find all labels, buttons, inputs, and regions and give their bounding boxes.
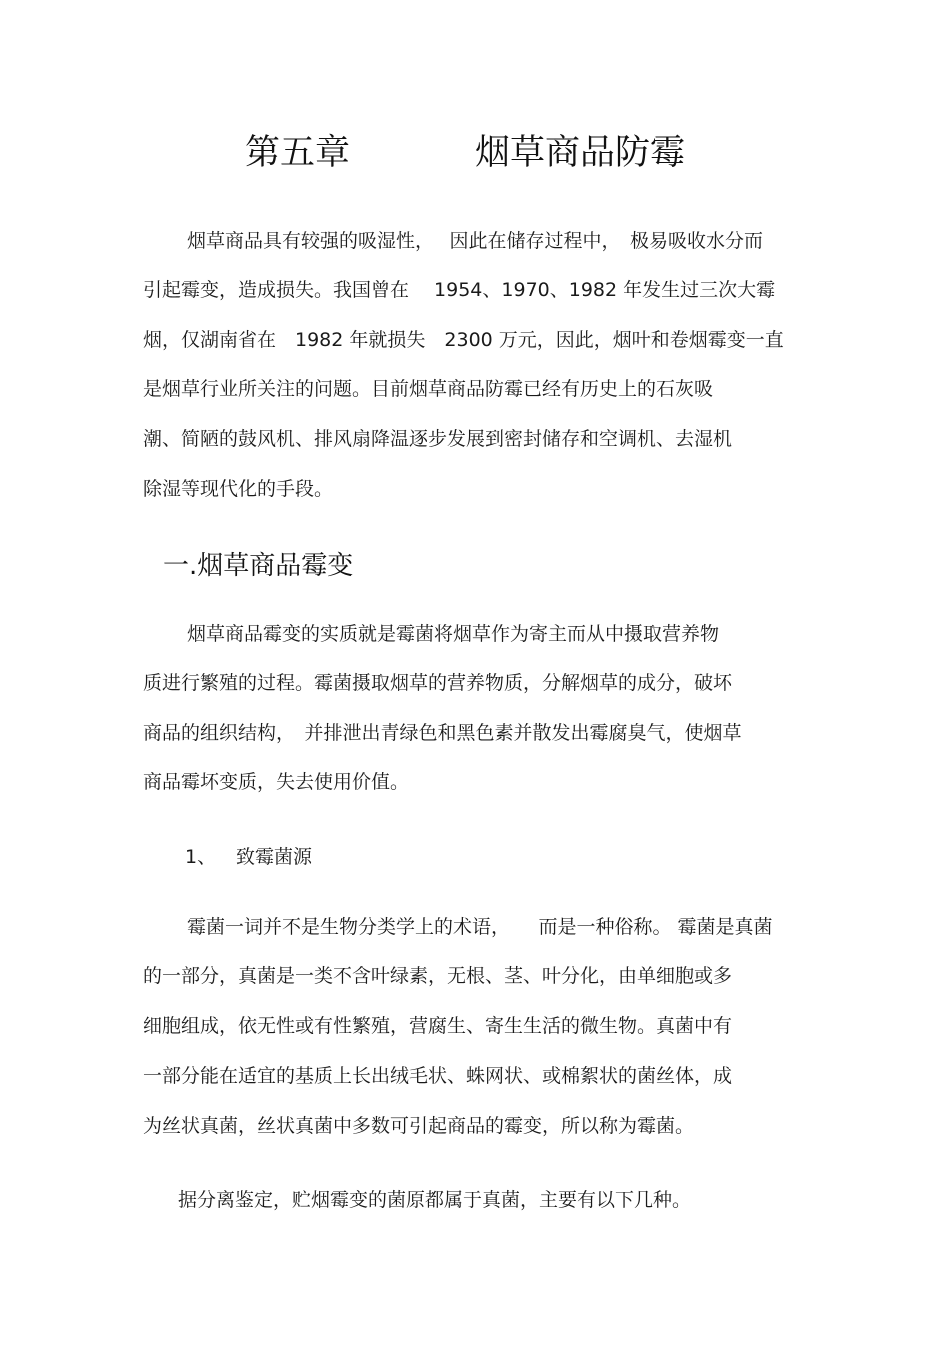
sub-line-1: 霉菌一词并不是生物分类学上的术语， 而是一种俗称。 霉菌是真菌 — [187, 916, 773, 938]
sub-line-5: 为丝状真菌，丝状真菌中多数可引起商品的霉变，所以称为霉菌。 — [143, 1115, 695, 1137]
intro-line-4: 是烟草行业所关注的问题。目前烟草商品防霉已经有历史上的石灰吸 — [143, 378, 714, 400]
subsection-title: 致霉菌源 — [236, 846, 313, 868]
section-line-3: 商品的组织结构， 并排泄出青绿色和黑色素并散发出霉腐臭气，使烟草 — [143, 722, 742, 744]
chapter-name: 烟草商品防霉 — [475, 133, 686, 173]
section-line-1: 烟草商品霉变的实质就是霉菌将烟草作为寄主而从中摄取营养物 — [187, 623, 720, 645]
section-heading: 一.烟草商品霉变 — [163, 551, 354, 581]
chapter-title — [0, 130, 950, 176]
intro-line-3: 烟，仅湖南省在 1982 年就损失 2300 万元，因此，烟叶和卷烟霉变一直 — [143, 329, 784, 351]
section-line-2: 质进行繁殖的过程。霉菌摄取烟草的营养物质，分解烟草的成分，破坏 — [143, 672, 733, 694]
intro-line-6: 除湿等现代化的手段。 — [143, 478, 334, 500]
intro-line-5: 潮、简陋的鼓风机、排风扇降温逐步发展到密封储存和空调机、去湿机 — [143, 428, 733, 450]
chapter-number: 第五章 — [245, 133, 351, 173]
sub-line-4: 一部分能在适宜的基质上长出绒毛状、蛛网状、或棉絮状的菌丝体，成 — [143, 1065, 733, 1087]
section-line-4: 商品霉坏变质，失去使用价值。 — [143, 771, 410, 793]
closing-line: 据分离鉴定，贮烟霉变的菌原都属于真菌，主要有以下几种。 — [178, 1189, 692, 1211]
sub-line-3: 细胞组成，依无性或有性繁殖，营腐生、寄生生活的微生物。真菌中有 — [143, 1015, 733, 1037]
intro-line-1: 烟草商品具有较强的吸湿性， 因此在储存过程中， 极易吸收水分而 — [187, 230, 764, 252]
sub-line-2: 的一部分，真菌是一类不含叶绿素，无根、茎、叶分化，由单细胞或多 — [143, 965, 733, 987]
subsection-number: 1、 — [185, 846, 217, 868]
intro-line-2: 引起霉变，造成损失。我国曾在 1954、1970、1982 年发生过三次大霉 — [143, 279, 776, 301]
